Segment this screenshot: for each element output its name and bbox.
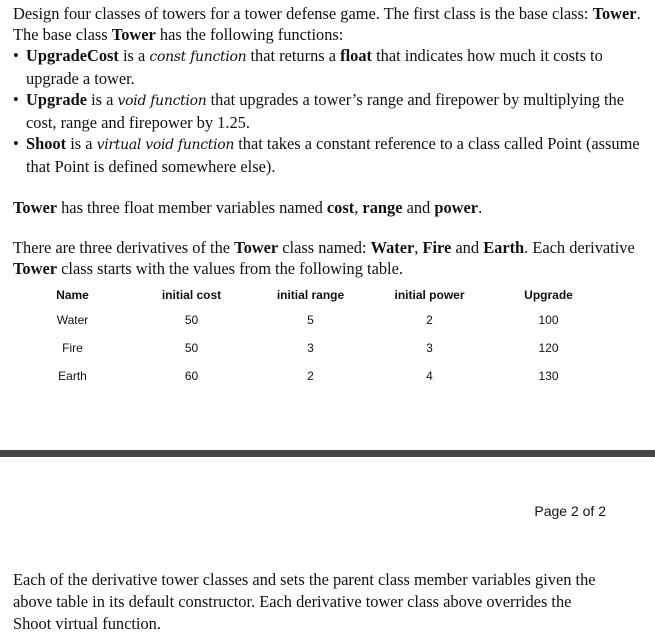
- table-cell: 50: [184, 341, 199, 355]
- table-row: [13, 306, 608, 334]
- table-cell: Fire: [62, 341, 83, 355]
- header-initial-power: initial power: [394, 288, 465, 302]
- text-run: Each of the derivative tower classes and sets the parent class member variables given the above table in its default constructor. Each derivative tower class above overrides the Shoot virtual function.: [13, 570, 596, 633]
- intro-paragraph: [13, 3, 653, 45]
- table-cell: 3: [307, 341, 314, 355]
- header-initial-cost: initial cost: [161, 288, 222, 302]
- table-row: [13, 334, 608, 362]
- text-run: ,: [354, 198, 363, 217]
- table-cell: 2: [426, 313, 433, 327]
- table-cell: 50: [184, 313, 199, 327]
- table-cell: Earth: [58, 369, 87, 383]
- bold-term: Tower: [111, 25, 156, 44]
- bold-term: Water: [370, 238, 415, 257]
- table-cell: 130: [538, 369, 559, 383]
- bold-term: Upgrade: [26, 90, 88, 109]
- text-run: that indicates how much it costs to upgrade a tower.: [26, 46, 603, 88]
- text-run: is a: [87, 90, 118, 109]
- bullet-upgrade: [13, 89, 653, 133]
- bold-term: Tower: [13, 198, 58, 217]
- bold-term: Earth: [483, 238, 525, 257]
- bold-term: Shoot: [26, 134, 67, 153]
- closing-paragraph: [13, 569, 613, 635]
- bold-term: Tower: [592, 4, 637, 23]
- header-initial-range: initial range: [276, 288, 345, 302]
- bullet-shoot: [13, 133, 653, 177]
- bold-term: cost: [326, 198, 355, 217]
- text-run: class starts with the values from the following table.: [57, 259, 403, 278]
- header-name: Name: [56, 288, 89, 302]
- text-run: that takes a constant reference to a class called Point (assume that Point is defined somewhere else).: [26, 134, 640, 176]
- text-run: Design four classes of towers for a tower defense game. The first class is the base class:: [13, 4, 593, 23]
- text-run: and: [402, 198, 435, 217]
- page-break-divider: [0, 450, 655, 457]
- italic-term: virtual void function: [96, 137, 235, 153]
- page-number: Page 2 of 2: [534, 503, 606, 519]
- table-cell: Water: [56, 313, 89, 327]
- italic-term: void function: [117, 93, 207, 109]
- table-row: [13, 362, 608, 390]
- text-run: is a: [66, 134, 97, 153]
- header-upgrade: Upgrade: [524, 288, 573, 302]
- table-cell: 60: [184, 369, 199, 383]
- italic-term: const function: [149, 49, 247, 65]
- text-run: . The base class: [13, 4, 641, 44]
- text-run: that upgrades a tower’s range and firepower by multiplying the cost, range and firepower by 1.25.: [26, 90, 625, 132]
- text-run: class named:: [278, 238, 371, 257]
- text-run: has the following functions:: [155, 25, 344, 44]
- bullet-upgradecost: [13, 45, 653, 89]
- text-run: that returns a: [246, 46, 341, 65]
- text-run: .: [478, 198, 483, 217]
- text-run: has three float member variables named: [57, 198, 327, 217]
- bold-term: power: [434, 198, 479, 217]
- text-run: is a: [118, 46, 150, 65]
- text-run: ,: [414, 238, 423, 257]
- table-header-row: [13, 284, 608, 306]
- bold-term: UpgradeCost: [26, 46, 119, 65]
- derivatives-paragraph: [13, 237, 653, 279]
- bold-term: range: [362, 198, 403, 217]
- table-cell: 2: [307, 369, 314, 383]
- bold-term: Tower: [13, 259, 58, 278]
- function-list: [13, 45, 653, 177]
- bold-term: Fire: [422, 238, 452, 257]
- table-cell: 3: [426, 341, 433, 355]
- members-paragraph: [13, 197, 653, 218]
- tower-values-table: [13, 284, 608, 390]
- bold-term: Tower: [234, 238, 279, 257]
- bold-term: float: [340, 46, 372, 65]
- text-run: There are three derivatives of the: [13, 238, 235, 257]
- table-cell: 100: [538, 313, 559, 327]
- text-run: . Each derivative: [524, 238, 635, 257]
- table-cell: 5: [307, 313, 314, 327]
- table-cell: 4: [426, 369, 433, 383]
- text-run: and: [451, 238, 484, 257]
- table-cell: 120: [538, 341, 559, 355]
